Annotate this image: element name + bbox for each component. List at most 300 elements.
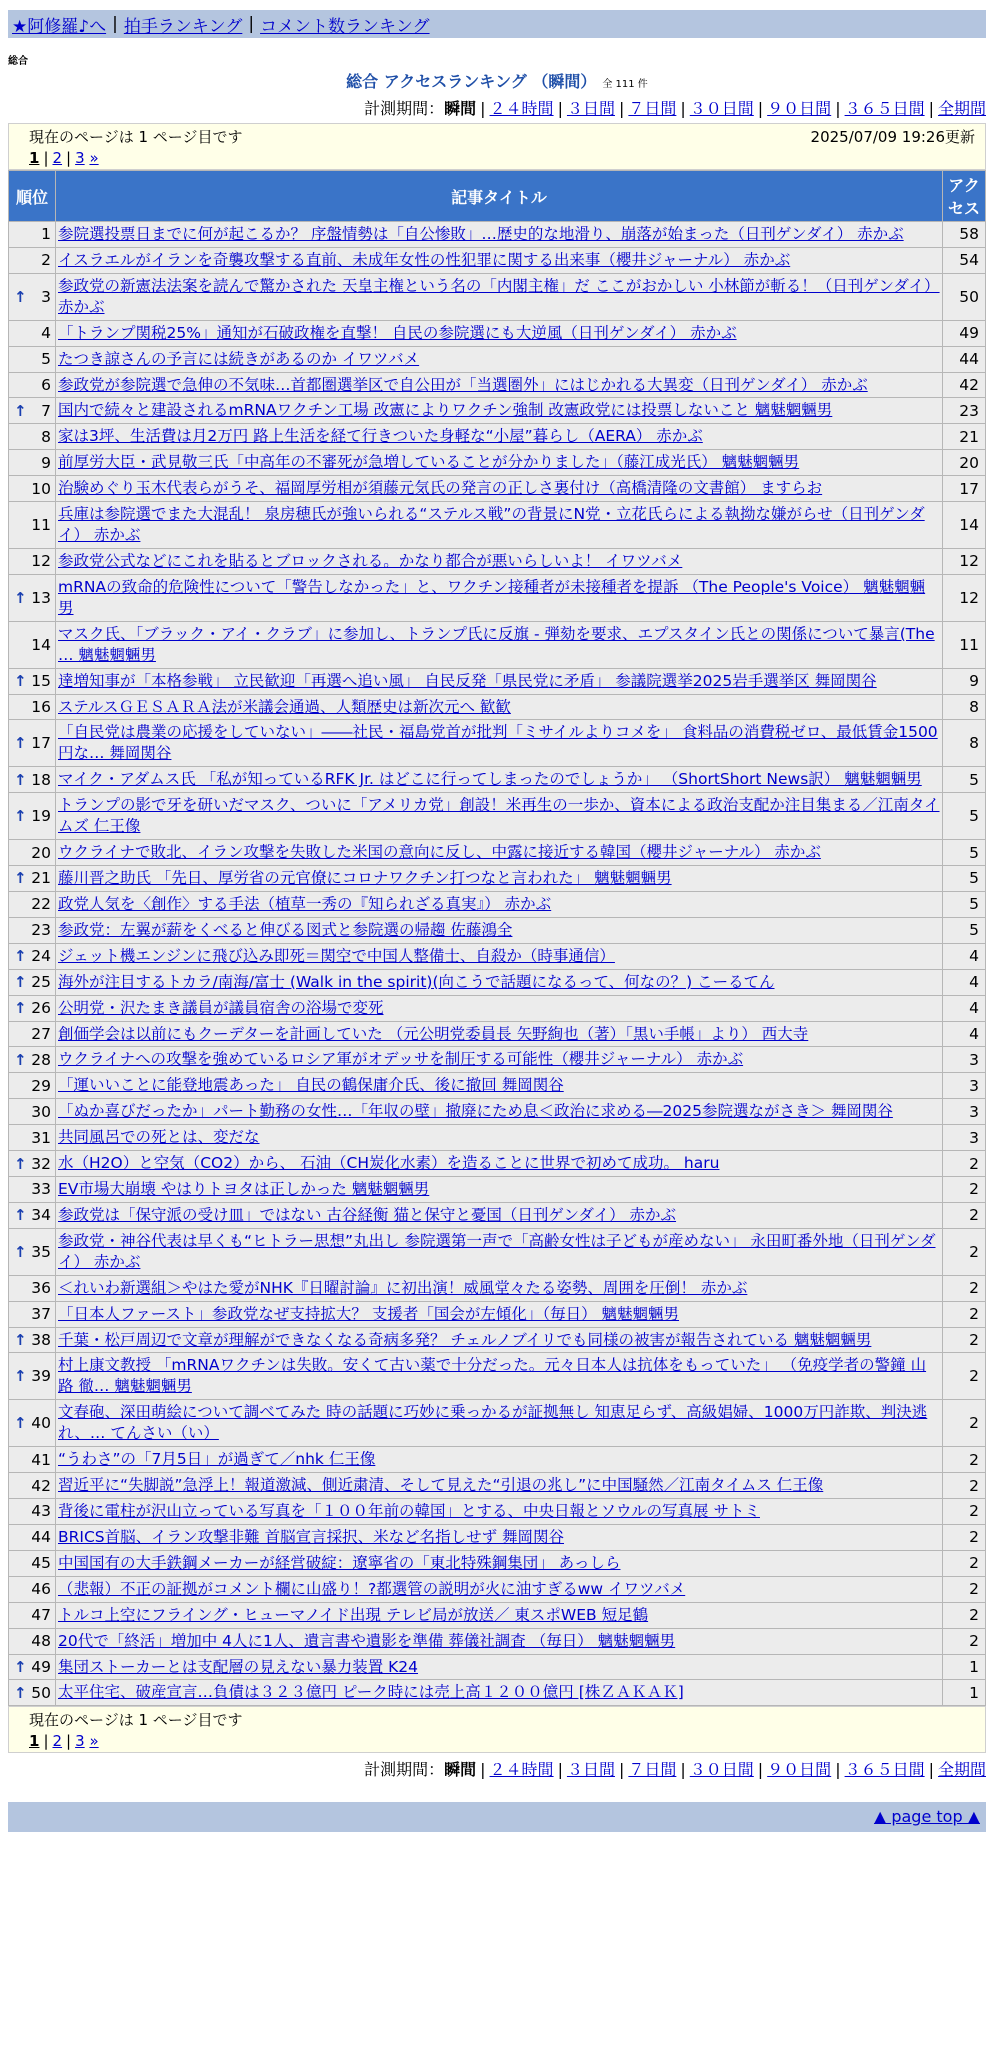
ranking-table [8,170,986,1706]
title-cell [56,767,943,793]
rank-cell [9,1228,56,1275]
title-cell [56,247,943,273]
rank-cell [9,398,56,424]
rank-up-arrow-icon: ↑ [14,1242,27,1261]
title-cell [56,1047,943,1073]
title-cell [56,1125,943,1151]
article-title-link[interactable]: 政党人気を〈創作〉する手法（植草一秀の『知られざる真実』） 赤かぶ [58,894,552,913]
category-label: 総合 [8,56,28,67]
page-separator: | [66,149,72,167]
rank-cell [9,1576,56,1602]
rank-up-arrow-icon: ↑ [14,1206,27,1225]
title-cell [56,222,943,248]
article-title-link[interactable]: 「自民党は農業の応援をしていない」――社民・福島党首が批判「ミサイルよりコメを」 食料品の消費税ゼロ、最低賃金1500円な… 舞岡関谷 [58,723,938,763]
rank-number: 19 [31,807,51,826]
period-label: 計測期間： [364,1760,445,1780]
bottom-page-link-0: 1 [29,1732,40,1751]
article-title-link[interactable]: 治験めぐり玉木代表らがうそ、福岡厚労相が須藤元気氏の発言の正しさ裏付け（高橋清隆の文書館） ますらお [58,479,823,498]
access-count: 1 [943,1680,986,1706]
bottom-period-2[interactable]: ３日間 [566,1760,615,1780]
article-title-link[interactable]: 参院選投票日までに何が起こるか？ 序盤情勢は「自公惨敗」…歴史的な地滑り、崩落が始まった（日刊ゲンダイ） 赤かぶ [58,225,904,243]
rank-cell [9,891,56,917]
table-row [9,320,986,346]
top-period-7[interactable]: 全期間 [937,99,986,118]
rank-number: 47 [31,1606,51,1625]
access-count: 3 [943,1047,986,1073]
bottom-period-4[interactable]: ３０日間 [689,1760,754,1780]
table-row [9,1576,986,1602]
rank-number: 49 [31,1658,51,1676]
article-title-link[interactable]: 藤川晋之助氏 「先日、厚労省の元官僚にコロナワクチン打つなと言われた」 魑魅魍魎男 [58,868,672,887]
access-count: 2 [943,1353,986,1400]
access-count: 12 [943,548,986,574]
top-period-2[interactable]: ３日間 [566,99,615,118]
title-cell [56,995,943,1021]
rank-number: 28 [31,1050,51,1069]
access-count: 5 [943,917,986,943]
access-count: 12 [943,574,986,621]
rank-cell [9,450,56,476]
article-title-link[interactable]: 習近平に“失脚説”急浮上！報道激減、側近粛清、そして見えた“引退の兆し”に中国騒然／江南タイムス 仁王像 [58,1476,824,1495]
rank-up-arrow-icon: ↑ [14,1367,27,1386]
article-title-link[interactable]: 「日本人ファースト」参政党なぜ支持拡大？ 支援者「国会が左傾化」（毎日） 魑魅魍魎男 [58,1304,680,1323]
access-count: 20 [943,450,986,476]
table-row [9,1099,986,1125]
access-count: 2 [943,1275,986,1301]
rank-cell [9,1073,56,1099]
table-row [9,943,986,969]
rank-number: 2 [41,251,51,270]
rank-cell [9,1447,56,1473]
access-count: 1 [943,1654,986,1680]
table-row [9,476,986,502]
rank-cell [9,346,56,372]
rank-number: 45 [31,1554,51,1573]
rank-cell [9,694,56,720]
title-cell [56,424,943,450]
rank-up-arrow-icon: ↑ [14,999,27,1018]
access-count: 2 [943,1327,986,1353]
table-row [9,1327,986,1353]
table-row [9,995,986,1021]
article-title-link[interactable]: 「運いいことに能登地震あった」 自民の鶴保庸介氏、後に撤回 舞岡関谷 [58,1076,564,1095]
page-top-link[interactable]: ▲ page top ▲ [873,1807,980,1827]
rank-number: 27 [31,1024,51,1043]
rank-cell [9,1628,56,1654]
access-count: 23 [943,398,986,424]
rank-number: 5 [41,350,51,369]
rank-cell [9,1021,56,1047]
clap-ranking-link[interactable]: 拍手ランキング [123,16,243,37]
table-row [9,1499,986,1525]
table-row [9,668,986,694]
table-row [9,917,986,943]
table-row [9,247,986,273]
title-cell [56,1327,943,1353]
rank-up-arrow-icon: ↑ [14,1050,27,1069]
rank-cell [9,621,56,668]
rank-up-arrow-icon: ↑ [14,947,27,966]
top-page-link-2[interactable]: 3 [75,149,85,167]
article-title-link[interactable]: 兵庫は参院選でまた大混乱！ 泉房穂氏が強いられる“ステルス戦”の背景にN党・立花氏らによる執拗な嫌がらせ（日刊ゲンダイ） 赤かぶ [58,505,925,545]
access-count: 9 [943,668,986,694]
title-cell [56,1151,943,1177]
access-count: 2 [943,1177,986,1203]
article-title-link[interactable]: ジェット機エンジンに飛び込み即死＝関空で中国人整備士、自殺か（時事通信） [58,946,615,965]
top-period-6[interactable]: ３６５日間 [844,99,925,118]
page-info-bottom [8,1706,986,1753]
table-row [9,502,986,549]
rank-number: 9 [41,453,51,472]
table-row [9,1524,986,1550]
table-row [9,1473,986,1499]
article-title-link[interactable]: 中国国有の大手鉄鋼メーカーが経営破綻：遼寧省の「東北特殊鋼集団」 あっしら [58,1553,621,1572]
period-separator: | [618,1760,625,1780]
period-separator: | [928,99,934,118]
rank-cell [9,917,56,943]
article-title-link[interactable]: ステルスＧＥＳＡＲＡ法が米議会通過、人類歴史は新次元へ 歓歓 [58,697,511,716]
period-separator: | [618,99,625,118]
title-cell [56,1021,943,1047]
rank-up-arrow-icon: ↑ [14,672,27,691]
article-title-link[interactable]: 背後に電柱が沢山立っている写真を「１００年前の韓国」とする、中央日報とソウルの写真展 サトミ [58,1502,760,1521]
rank-number: 34 [31,1206,51,1225]
bottom-page-link-2[interactable]: 3 [75,1732,85,1751]
rank-number: 20 [31,843,51,862]
article-title-link[interactable]: ＜れいわ新選組＞やはた愛がNHK『日曜討論』に初出演！威風堂々たる姿勢、周囲を圧倒！ 赤かぶ [58,1278,748,1297]
article-title-link[interactable]: トルコ上空にフライング・ヒューマノイド出現 テレビ局が放送／ 東スポWEB 短足鶴 [58,1605,649,1624]
table-row [9,450,986,476]
rank-cell [9,1125,56,1151]
access-count: 42 [943,372,986,398]
title-cell [56,1353,943,1400]
period-separator: | [480,1760,486,1780]
rank-cell [9,793,56,840]
article-title-link[interactable]: 文春砲、深田萌絵について調べてみた 時の話題に巧妙に乗っかるが証拠無し 知恵足らず、高級娼婦、1000万円詐欺、判決逃れ、… てんさい（い） [58,1403,928,1443]
rank-cell [9,1654,56,1680]
article-title-link[interactable]: 「ぬか喜びだったか」パート勤務の女性…「年収の壁」撤廃にため息＜政治に求める―2025参院選ながさき＞ 舞岡関谷 [58,1102,893,1121]
rank-header: 順位 [9,171,56,222]
article-title-link[interactable]: ウクライナへの攻撃を強めているロシア軍がオデッサを制圧する可能性（櫻井ジャーナル） 赤かぶ [58,1050,744,1069]
access-count: 3 [943,1125,986,1151]
table-row [9,574,986,621]
rank-cell [9,1353,56,1400]
title-cell [56,694,943,720]
rank-number: 3 [41,287,51,306]
rank-number: 41 [31,1450,51,1469]
rank-up-arrow-icon: ↑ [14,770,27,789]
title-cell [56,398,943,424]
top-page-link-1[interactable]: 2 [52,149,63,167]
rank-cell [9,320,56,346]
table-row [9,1654,986,1680]
article-title-link[interactable]: 公明党・沢たまき議員が議員宿舎の浴場で変死 [58,998,384,1017]
title-cell [56,840,943,866]
table-row [9,1177,986,1203]
table-row [9,273,986,320]
rank-number: 24 [31,947,51,966]
rank-number: 12 [31,552,51,571]
access-count: 17 [943,476,986,502]
title-cell [56,450,943,476]
rank-cell [9,1524,56,1550]
rank-cell [9,372,56,398]
article-title-link[interactable]: 参政党公式などにこれを貼るとブロックされる。かなり都合が悪いらしいよ！ イワツバメ [58,551,683,570]
article-title-link[interactable]: 創価学会は以前にもクーデターを計画していた （元公明党委員長 矢野絢也（著）「黒い手帳」より） 西大寺 [58,1024,809,1043]
title-cell [56,320,943,346]
table-row [9,1202,986,1228]
table-row [9,720,986,767]
updated-timestamp: 2025/07/09 19:26更新 [810,128,975,146]
current-page-text: 現在のページは 1 ページ目です [29,1711,243,1730]
rank-cell [9,574,56,621]
article-title-link[interactable]: マスク氏、「ブラック・アイ・クラブ」に参加し、トランプ氏に反旗 - 弾劾を要求、エプスタイン氏との関係について暴言(The … 魑魅魍魎男 [58,624,935,664]
article-title-link[interactable]: EV市場大崩壊 やはりトヨタは正しかった 魑魅魍魎男 [58,1180,430,1199]
rank-number: 1 [41,225,51,244]
pagination-top [29,149,975,167]
rank-up-arrow-icon: ↑ [14,1154,27,1173]
access-count: 5 [943,840,986,866]
rank-number: 43 [31,1502,51,1521]
article-title-link[interactable]: （悲報）不正の証拠がコメント欄に山盛り！?都選管の説明が火に油すぎるww イワツバメ [58,1579,686,1598]
home-link[interactable]: ★阿修羅♪へ [12,16,107,37]
rank-number: 29 [31,1076,51,1095]
top-period-3[interactable]: ７日間 [628,99,677,118]
rank-cell [9,1327,56,1353]
rank-number: 18 [31,770,51,789]
top-page-link-3[interactable]: » [89,149,99,167]
top-period-0: 瞬間 [444,99,477,118]
rank-cell [9,1047,56,1073]
article-title-link[interactable]: 20代で「終活」増加中 4人に1人、遺言書や遺影を準備 葬儀社調査 （毎日） 魑魅魍魎男 [58,1631,676,1650]
pagination-bottom [29,1732,975,1750]
article-title-link[interactable]: 水（H2O）と空気（CO2）から、 石油（CH炭化水素）を造ることに世界で初めて成功。 haru [58,1154,720,1173]
rank-cell [9,1202,56,1228]
article-title-link[interactable]: “うわさ”の「7月5日」が過ぎて／nhk 仁王像 [58,1450,376,1469]
rank-number: 38 [31,1331,51,1350]
access-count: 4 [943,943,986,969]
ranking-table-body [9,222,986,1706]
period-selector-top [0,96,986,119]
table-row [9,1047,986,1073]
table-row [9,346,986,372]
rank-number: 36 [31,1279,51,1298]
title-cell [56,969,943,995]
table-row [9,1275,986,1301]
rank-number: 50 [31,1683,51,1702]
title-cell [56,1073,943,1099]
title-cell [56,1550,943,1576]
table-row [9,1151,986,1177]
rank-cell [9,247,56,273]
article-title-link[interactable]: 参政党：左翼が薪をくべると伸びる図式と参院選の帰趨 佐藤鴻全 [58,920,513,939]
access-count: 44 [943,346,986,372]
table-row [9,1228,986,1275]
bottom-period-7[interactable]: 全期間 [937,1760,986,1780]
table-row [9,840,986,866]
comment-ranking-link[interactable]: コメント数ランキング [260,16,430,37]
rank-up-arrow-icon: ↑ [14,869,27,888]
rank-cell [9,1499,56,1525]
rank-cell [9,1680,56,1706]
current-page-text: 現在のページは 1 ページ目です [29,128,243,146]
title-cell [56,1400,943,1447]
bottom-period-5[interactable]: ９０日間 [767,1760,832,1780]
article-title-link[interactable]: 参政党が参院選で急伸の不気味…首都圏選挙区で自公田が「当選圏外」にはじかれる大異変（日刊ゲンダイ） 赤かぶ [58,375,868,394]
rank-cell [9,1099,56,1125]
article-title-link[interactable]: 参政党は「保守派の受け皿」ではない 古谷経衡 猫と保守と憂国（日刊ゲンダイ） 赤かぶ [58,1205,677,1224]
period-separator: | [928,1760,934,1780]
article-title-link[interactable]: 参政党の新憲法法案を読んで驚かされた 天皇主権という名の「内閣主権」だ ここがおかしい 小林節が斬る！（日刊ゲンダイ） 赤かぶ [58,276,940,316]
article-title-link[interactable]: 村上康文教授 「mRNAワクチンは失敗。安くて古い薬で十分だった。元々日本人は抗体をもっていた」 （免疫学者の警鐘 山路 徹… 魑魅魍魎男 [58,1356,927,1396]
rank-cell [9,1400,56,1447]
title-cell [56,1228,943,1275]
article-title-link[interactable]: 前厚労大臣・武見敬三氏「中高年の不審死が急増していることが分かりました」（藤江成光氏） 魑魅魍魎男 [58,453,800,472]
title-cell [56,793,943,840]
article-title-link[interactable]: たつき諒さんの予言には続きがあるのか イワツバメ [58,349,420,368]
article-title-link[interactable]: mRNAの致命的危険性について「警告しなかった」と、ワクチン接種者が未接種者を提訴 （The People's Voice） 魑魅魍魎男 [58,577,926,617]
article-title-link[interactable]: 「トランプ関税25%」通知が石破政権を直撃！ 自民の参院選にも大逆風（日刊ゲンダイ） 赤かぶ [58,323,737,342]
period-separator: | [680,1760,686,1780]
bottom-page-link-3[interactable]: » [89,1732,99,1751]
title-cell [56,1301,943,1327]
rank-cell [9,668,56,694]
access-count: 2 [943,1499,986,1525]
article-title-link[interactable]: 太平住宅、破産宣言…負債は３２３億円 ピーク時には売上高１２００億円 [株ＺＡＫＡＫ] [58,1683,684,1702]
access-count: 2 [943,1473,986,1499]
article-title-link[interactable]: BRICS首脳、イラン攻撃非難 首脳宣言採択、米など名指しせず 舞岡関谷 [58,1527,564,1546]
table-row [9,891,986,917]
rank-cell [9,1177,56,1203]
rank-number: 4 [41,324,51,343]
period-separator: | [557,1760,563,1780]
page-title-line [0,69,994,92]
rank-cell [9,995,56,1021]
rank-cell [9,865,56,891]
rank-number: 10 [31,479,51,498]
table-row [9,969,986,995]
total-count: 全 111 件 [602,79,648,90]
article-title-link[interactable]: ウクライナで敗北、イラン攻撃を失敗した米国の意向に反し、中露に接近する韓国（櫻井ジャーナル） 赤かぶ [58,843,821,862]
period-separator: | [835,1760,841,1780]
rank-cell [9,943,56,969]
title-header: 記事タイトル [56,171,943,222]
table-row [9,1602,986,1628]
rank-number: 31 [31,1128,51,1147]
access-count: 8 [943,720,986,767]
bottom-period-6[interactable]: ３６５日間 [844,1760,925,1780]
title-cell [56,1602,943,1628]
rank-cell [9,1275,56,1301]
rank-number: 25 [31,973,51,992]
access-count: 50 [943,273,986,320]
table-row [9,694,986,720]
rank-number: 48 [31,1632,51,1651]
period-separator: | [835,99,841,118]
title-cell [56,273,943,320]
access-count: 5 [943,793,986,840]
rank-number: 16 [31,697,51,716]
bottom-period-1[interactable]: ２４時間 [489,1760,554,1780]
access-count: 49 [943,320,986,346]
top-period-1[interactable]: ２４時間 [489,99,554,118]
article-title-link[interactable]: 共同風呂での死とは、変だな [58,1128,260,1147]
table-row [9,1550,986,1576]
title-cell [56,1275,943,1301]
rank-cell [9,1550,56,1576]
rank-number: 13 [31,588,51,607]
bottom-period-3[interactable]: ７日間 [628,1760,677,1780]
title-cell [56,865,943,891]
access-count: 2 [943,1628,986,1654]
rank-up-arrow-icon: ↑ [14,401,27,420]
article-title-link[interactable]: 参政党・神谷代表は早くも“ヒトラー思想”丸出し 参院選第一声で「高齢女性は子どもが産めない」 永田町番外地（日刊ゲンダイ） 赤かぶ [58,1231,936,1271]
title-cell [56,621,943,668]
rank-cell [9,424,56,450]
access-count: 58 [943,222,986,248]
top-page-link-0: 1 [29,149,40,167]
table-row [9,548,986,574]
article-title-link[interactable]: 集団ストーカーとは支配層の見えない暴力装置 K24 [58,1657,419,1676]
title-cell [56,372,943,398]
bottom-bar [8,1802,986,1832]
access-count: 5 [943,891,986,917]
rank-up-arrow-icon: ↑ [14,807,27,826]
article-title-link[interactable]: イスラエルがイランを奇襲攻撃する直前、未成年女性の性犯罪に関する出来事（櫻井ジャーナル） 赤かぶ [58,250,791,269]
access-count: 21 [943,424,986,450]
article-title-link[interactable]: 千葉・松戸周辺で文章が理解ができなくなる奇病多発？ チェルノブイリでも同様の被害が報告されている 魑魅魍魎男 [58,1330,872,1349]
table-row [9,793,986,840]
title-cell [56,891,943,917]
table-row [9,1301,986,1327]
period-separator: | [757,1760,764,1780]
bottom-page-link-1[interactable]: 2 [52,1732,63,1751]
top-period-4[interactable]: ３０日間 [689,99,754,118]
table-row [9,1125,986,1151]
article-title-link[interactable]: 達増知事が「本格参戦」 立民歓迎「再選へ追い風」 自民反発「県民党に矛盾」 参議院選挙2025岩手選挙区 舞岡関谷 [58,671,877,690]
rank-number: 32 [31,1154,51,1173]
rank-up-arrow-icon: ↑ [14,1683,27,1702]
rank-cell [9,476,56,502]
top-period-5[interactable]: ９０日間 [767,99,832,118]
table-row [9,398,986,424]
access-count: 4 [943,969,986,995]
article-title-link[interactable]: マイク・アダムス氏 「私が知っているRFK Jr. はどこに行ってしまったのでしょうか」 （ShortShort News訳） 魑魅魍魎男 [58,770,922,789]
rank-number: 30 [31,1102,51,1121]
table-row [9,1400,986,1447]
article-title-link[interactable]: 家は3坪、生活費は月2万円 路上生活を経て行きついた身軽な“小屋”暮らし（AERA） 赤かぶ [58,427,703,446]
period-separator: | [680,99,686,118]
rank-number: 40 [31,1414,51,1433]
title-cell [56,917,943,943]
access-count: 2 [943,1228,986,1275]
access-count: 4 [943,1021,986,1047]
rank-number: 26 [31,999,51,1018]
rank-number: 37 [31,1305,51,1324]
article-title-link[interactable]: 国内で続々と建設されるmRNAワクチン工場 改憲によりワクチン強制 改憲政党には投票しないこと 魑魅魍魎男 [58,401,833,420]
rank-cell [9,1301,56,1327]
article-title-link[interactable]: 海外が注目するトカラ/南海/富士 (Walk in the spirit)(向こうで話題になるって、何なの？) こーるてん [58,972,775,991]
rank-number: 14 [31,635,51,654]
rank-number: 46 [31,1580,51,1599]
rank-up-arrow-icon: ↑ [14,734,27,753]
rank-number: 39 [31,1367,51,1386]
article-title-link[interactable]: トランプの影で牙を研いだマスク、ついに「アメリカ党」創設！米再生の一歩か、資本による政治支配か注目集まる／江南タイムズ 仁王像 [58,796,940,836]
rank-cell [9,222,56,248]
rank-cell [9,273,56,320]
rank-number: 33 [31,1180,51,1199]
period-separator: | [557,99,563,118]
